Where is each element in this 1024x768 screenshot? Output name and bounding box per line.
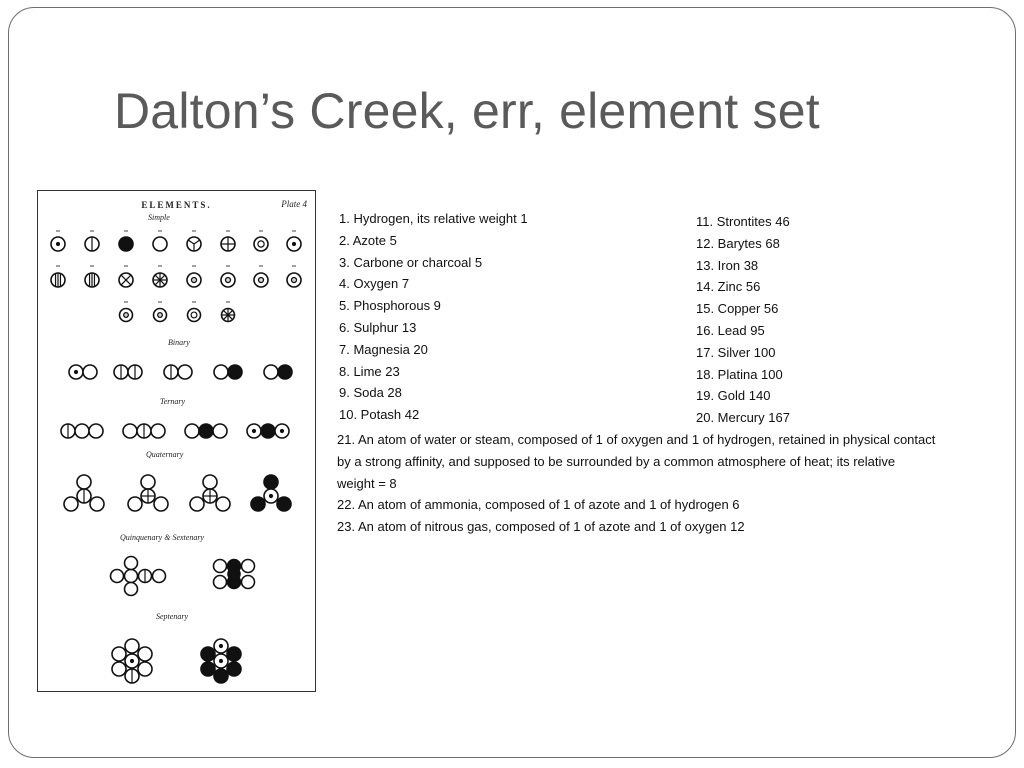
list-item: 2. Azote 5 xyxy=(339,232,397,248)
list-item: 12. Barytes 68 xyxy=(696,235,780,251)
list-item: 14. Zinc 56 xyxy=(696,279,761,295)
note-23: 23. An atom of nitrous gas, composed of 1 of azote and 1 of oxygen 12 xyxy=(337,519,745,535)
atom-symbol xyxy=(51,237,65,251)
atom-symbol xyxy=(187,237,201,251)
atom-symbol xyxy=(254,237,268,251)
atom-symbol xyxy=(112,647,126,661)
section-ternary: Ternary xyxy=(160,397,186,406)
note-22: 22. An atom of ammonia, composed of 1 of azote and 1 of hydrogen 6 xyxy=(337,497,740,513)
atom-symbol xyxy=(61,424,75,438)
atom-symbol xyxy=(77,475,91,489)
list-item: 16. Lead 95 xyxy=(696,322,765,338)
atom-symbol xyxy=(275,424,289,438)
atom-symbols-drawing xyxy=(38,191,317,693)
atom-symbol xyxy=(254,273,268,287)
note-21-line: by a strong affinity, and supposed to be surrounded by a common atmosphere of heat; its relative xyxy=(337,453,896,469)
element-list-column-1 xyxy=(339,208,528,426)
atom-symbol xyxy=(261,424,275,438)
atom-symbol xyxy=(278,365,292,379)
atom-symbol xyxy=(187,273,201,287)
atom-symbol xyxy=(69,365,83,379)
atom-symbol xyxy=(222,309,235,322)
list-item: 20. Mercury 167 xyxy=(696,410,790,426)
atom-symbol xyxy=(227,662,241,676)
atom-symbol xyxy=(214,639,228,653)
atom-symbol xyxy=(138,662,152,676)
atom-symbol xyxy=(287,273,301,287)
atom-symbol xyxy=(228,365,242,379)
atom-symbol xyxy=(251,497,265,511)
note-21-line: 21. An atom of water or steam, composed of 1 of oxygen and 1 of hydrogen, retained in physical contact xyxy=(337,432,936,447)
atom-symbol xyxy=(64,497,78,511)
atom-symbol xyxy=(90,497,104,511)
svg-text:·: · xyxy=(292,276,296,285)
atom-symbol xyxy=(112,662,126,676)
atom-symbol xyxy=(214,654,228,668)
atom-symbol xyxy=(120,309,133,322)
atom-symbol xyxy=(125,570,138,583)
atom-symbol xyxy=(214,669,228,683)
atom-symbol xyxy=(119,273,133,287)
atom-symbol xyxy=(125,639,139,653)
svg-text:·: · xyxy=(158,311,162,320)
list-item: 11. Strontites 46 xyxy=(696,214,790,229)
plate-heading: ELEMENTS. xyxy=(141,200,212,210)
atom-symbol xyxy=(85,237,99,251)
atom-symbol xyxy=(287,237,301,251)
atom-symbol xyxy=(137,424,151,438)
list-item: 13. Iron 38 xyxy=(696,257,759,273)
list-item: 5. Phosphorous 9 xyxy=(339,298,441,314)
atom-symbol xyxy=(164,365,178,379)
atom-symbol xyxy=(153,570,166,583)
atom-symbol xyxy=(221,273,235,287)
atom-symbol xyxy=(119,237,133,251)
atom-symbol xyxy=(190,497,204,511)
atom-symbol xyxy=(214,560,227,573)
list-item: 6. Sulphur 13 xyxy=(339,319,417,335)
atom-symbol xyxy=(221,237,235,251)
list-item: 10. Potash 42 xyxy=(339,407,420,423)
atom-symbol xyxy=(123,424,137,438)
atom-symbol xyxy=(83,365,97,379)
atom-symbol xyxy=(213,424,227,438)
atom-symbol xyxy=(141,489,155,503)
atom-symbol xyxy=(214,365,228,379)
list-item: 8. Lime 23 xyxy=(339,363,400,379)
atom-symbol xyxy=(151,424,165,438)
atom-symbol xyxy=(51,273,65,287)
atom-symbol xyxy=(201,647,215,661)
atom-symbol xyxy=(216,497,230,511)
atom-symbol xyxy=(89,424,103,438)
atom-symbol xyxy=(227,647,241,661)
atom-symbol xyxy=(141,475,155,489)
compound-notes xyxy=(337,429,1007,538)
atom-symbol xyxy=(199,424,213,438)
atom-symbol xyxy=(125,583,138,596)
atom-symbol xyxy=(77,489,91,503)
atom-symbol xyxy=(185,424,199,438)
atom-symbol xyxy=(242,576,255,589)
section-binary: Binary xyxy=(168,338,190,347)
atom-symbol xyxy=(188,309,201,322)
atom-symbol xyxy=(203,475,217,489)
slide-title: Dalton’s Creek, err, element set xyxy=(114,83,820,139)
atom-symbol xyxy=(153,237,167,251)
svg-text:·: · xyxy=(192,276,196,285)
plate-number: Plate 4 xyxy=(281,199,307,209)
atom-symbol xyxy=(247,424,261,438)
list-item: 4. Oxygen 7 xyxy=(339,276,410,292)
atom-symbol xyxy=(125,557,138,570)
list-item: 15. Copper 56 xyxy=(696,301,779,317)
atom-symbol xyxy=(111,570,124,583)
atom-symbol xyxy=(154,497,168,511)
section-quaternary: Quaternary xyxy=(146,450,184,459)
list-item: 7. Magnesia 20 xyxy=(339,341,428,357)
atom-symbol xyxy=(128,497,142,511)
atom-symbol xyxy=(214,576,227,589)
atom-symbol xyxy=(154,309,167,322)
atom-symbol xyxy=(264,365,278,379)
section-septenary: Septenary xyxy=(156,612,188,621)
list-item: 1. Hydrogen, its relative weight 1 xyxy=(339,211,528,226)
atom-symbol xyxy=(153,273,167,287)
atom-symbol xyxy=(178,365,192,379)
atom-symbol xyxy=(264,489,278,503)
atom-symbol xyxy=(201,662,215,676)
atom-symbol xyxy=(139,570,152,583)
atom-symbol xyxy=(228,568,240,580)
list-item: 19. Gold 140 xyxy=(696,388,771,404)
note-21-line: weight = 8 xyxy=(337,475,397,491)
element-list-column-2 xyxy=(696,211,790,429)
atom-symbol xyxy=(125,669,139,683)
svg-text:·: · xyxy=(124,311,128,320)
atom-symbol xyxy=(75,424,89,438)
atom-symbol xyxy=(114,365,128,379)
atom-symbol xyxy=(277,497,291,511)
atom-symbol xyxy=(125,654,139,668)
list-item: 18. Platina 100 xyxy=(696,366,783,382)
list-item: 17. Silver 100 xyxy=(696,344,776,360)
list-item: 3. Carbone or charcoal 5 xyxy=(339,254,483,270)
atom-symbol xyxy=(203,489,217,503)
atom-symbol xyxy=(85,273,99,287)
svg-text:·: · xyxy=(226,276,230,285)
list-item: 9. Soda 28 xyxy=(339,385,402,401)
atom-symbol xyxy=(138,647,152,661)
atom-symbol xyxy=(128,365,142,379)
svg-text:·: · xyxy=(259,276,263,285)
section-quinquenary-sextenary: Quinquenary & Sextenary xyxy=(120,533,204,542)
section-simple: Simple xyxy=(148,213,170,222)
elements-plate-image xyxy=(37,190,316,692)
atom-symbol xyxy=(242,560,255,573)
atom-symbol xyxy=(264,475,278,489)
